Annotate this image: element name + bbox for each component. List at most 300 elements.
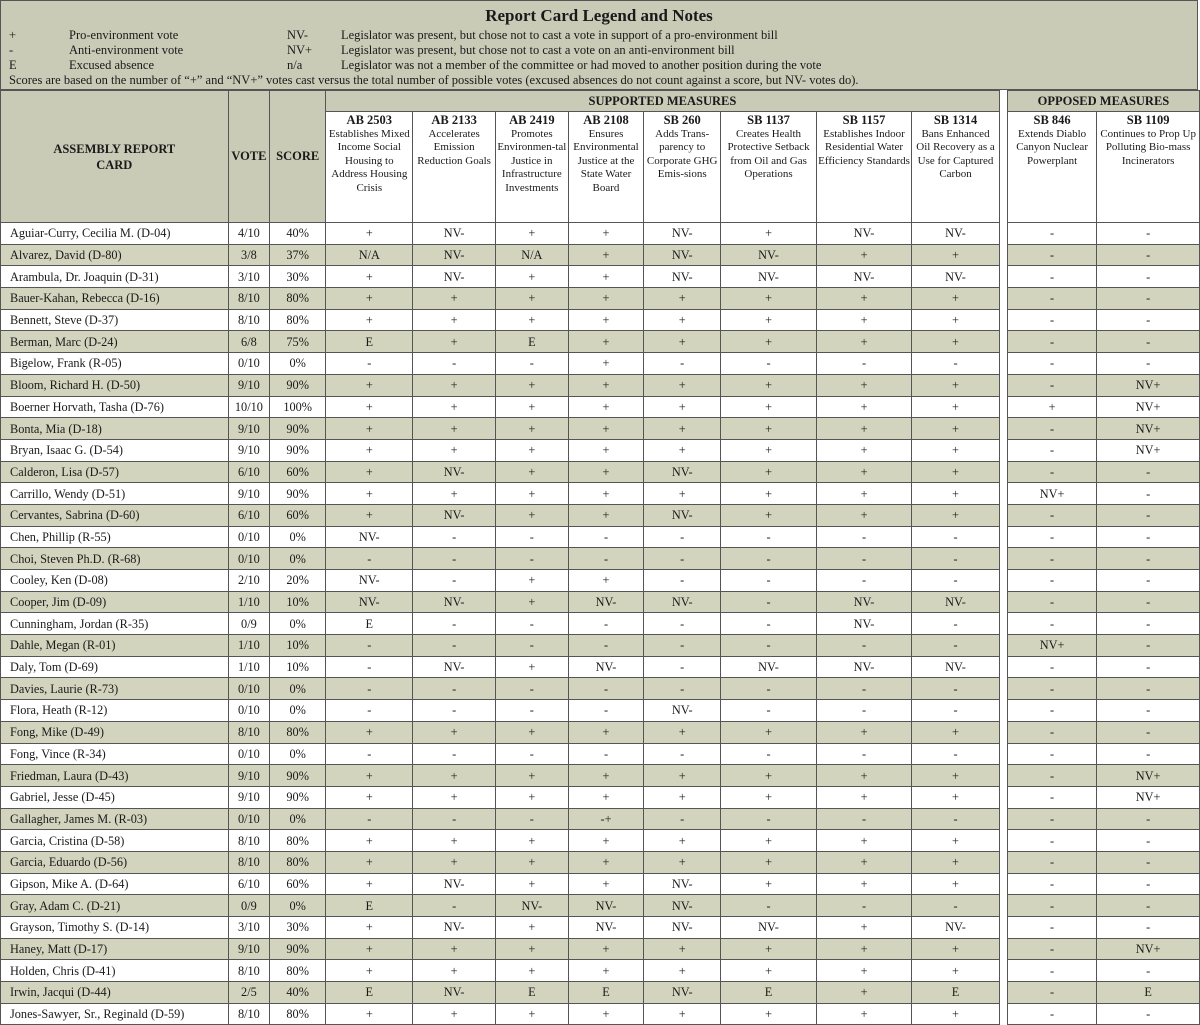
- vote-cell: -: [1097, 960, 1200, 982]
- vote-cell: +: [413, 288, 495, 310]
- vote-cell: NV-: [644, 591, 721, 613]
- bill-description: Continues to Prop Up Polluting Bio-mass Incinerators: [1100, 127, 1196, 167]
- vote-cell: +: [816, 461, 912, 483]
- vote-cell: +: [644, 396, 721, 418]
- vote-cell: +: [568, 396, 643, 418]
- table-row: [1, 461, 1200, 483]
- vote-cell: +: [912, 721, 999, 743]
- score: 80%: [270, 309, 326, 331]
- vote-cell: -: [568, 526, 643, 548]
- legislator-name: Grayson, Timothy S. (D-14): [1, 917, 229, 939]
- legislator-name: Bloom, Richard H. (D-50): [1, 374, 229, 396]
- vote-cell: +: [816, 374, 912, 396]
- vote-cell: +: [816, 982, 912, 1004]
- vote-cell: +: [326, 851, 413, 873]
- bill-header: [721, 112, 817, 223]
- vote-cell: +: [912, 374, 999, 396]
- column-gap: [999, 678, 1007, 700]
- vote-cell: -: [644, 678, 721, 700]
- legislator-name: Bonta, Mia (D-18): [1, 418, 229, 440]
- vote-cell: +: [413, 1003, 495, 1025]
- vote-cell: -: [413, 678, 495, 700]
- vote-cell: NV-: [816, 266, 912, 288]
- vote-cell: +: [644, 418, 721, 440]
- legislator-name: Berman, Marc (D-24): [1, 331, 229, 353]
- supported-header: SUPPORTED MEASURES: [326, 91, 1000, 112]
- vote-cell: NV-: [644, 266, 721, 288]
- vote-cell: NV-: [644, 504, 721, 526]
- vote-count: 0/10: [228, 700, 270, 722]
- score: 80%: [270, 1003, 326, 1025]
- vote-cell: +: [413, 938, 495, 960]
- bill-id: AB 2133: [431, 113, 477, 127]
- vote-cell: +: [326, 504, 413, 526]
- vote-count: 3/10: [228, 266, 270, 288]
- vote-cell: -: [1007, 917, 1096, 939]
- vote-cell: -: [326, 700, 413, 722]
- vote-cell: -: [1097, 288, 1200, 310]
- vote-cell: +: [568, 374, 643, 396]
- column-gap: [999, 570, 1007, 592]
- vote-cell: +: [912, 244, 999, 266]
- vote-cell: -: [1007, 982, 1096, 1004]
- vote-cell: +: [326, 374, 413, 396]
- vote-cell: +: [568, 288, 643, 310]
- column-gap: [999, 244, 1007, 266]
- vote-cell: +: [721, 830, 817, 852]
- vote-cell: +: [568, 504, 643, 526]
- vote-cell: +: [644, 1003, 721, 1025]
- legislator-name: Calderon, Lisa (D-57): [1, 461, 229, 483]
- vote-cell: +: [816, 418, 912, 440]
- vote-count: 0/9: [228, 895, 270, 917]
- vote-cell: +: [568, 439, 643, 461]
- vote-cell: -: [413, 743, 495, 765]
- legislator-name: Daly, Tom (D-69): [1, 656, 229, 678]
- vote-cell: +: [644, 938, 721, 960]
- vote-cell: -: [816, 700, 912, 722]
- vote-cell: -: [816, 353, 912, 375]
- vote-cell: +: [495, 656, 568, 678]
- legislator-name: Aguiar-Curry, Cecilia M. (D-04): [1, 223, 229, 245]
- legislator-name: Haney, Matt (D-17): [1, 938, 229, 960]
- table-row: [1, 678, 1200, 700]
- vote-count: 0/10: [228, 808, 270, 830]
- vote-cell: NV+: [1007, 635, 1096, 657]
- column-gap: [999, 483, 1007, 505]
- vote-cell: +: [644, 288, 721, 310]
- vote-cell: -: [816, 678, 912, 700]
- vote-cell: +: [413, 439, 495, 461]
- vote-cell: +: [816, 786, 912, 808]
- vote-cell: -: [1007, 374, 1096, 396]
- table-row: [1, 982, 1200, 1004]
- vote-cell: NV-: [413, 873, 495, 895]
- table-row: [1, 288, 1200, 310]
- vote-cell: +: [568, 223, 643, 245]
- vote-cell: NV+: [1097, 396, 1200, 418]
- vote-cell: +: [326, 873, 413, 895]
- vote-cell: +: [413, 418, 495, 440]
- vote-cell: +: [721, 331, 817, 353]
- vote-cell: +: [912, 288, 999, 310]
- vote-cell: +: [495, 938, 568, 960]
- vote-cell: +: [644, 309, 721, 331]
- legislator-name: Cunningham, Jordan (R-35): [1, 613, 229, 635]
- column-gap: [999, 851, 1007, 873]
- table-row: [1, 396, 1200, 418]
- legend-symbol: n/a: [287, 58, 303, 72]
- vote-cell: NV-: [413, 461, 495, 483]
- vote-cell: +: [326, 483, 413, 505]
- score: 90%: [270, 374, 326, 396]
- vote-cell: -: [1007, 570, 1096, 592]
- vote-cell: +: [912, 938, 999, 960]
- vote-cell: -: [1097, 548, 1200, 570]
- vote-cell: -: [816, 895, 912, 917]
- vote-cell: NV-: [413, 591, 495, 613]
- bill-header: [568, 112, 643, 223]
- vote-cell: +: [568, 938, 643, 960]
- vote-cell: +: [644, 960, 721, 982]
- score: 40%: [270, 223, 326, 245]
- vote-cell: -: [644, 656, 721, 678]
- vote-cell: -: [1007, 786, 1096, 808]
- table-row: [1, 830, 1200, 852]
- legislator-name: Gallagher, James M. (R-03): [1, 808, 229, 830]
- legislator-name: Carrillo, Wendy (D-51): [1, 483, 229, 505]
- report-card-table: [0, 90, 1200, 1025]
- vote-cell: +: [568, 244, 643, 266]
- vote-cell: +: [495, 570, 568, 592]
- legislator-name: Cervantes, Sabrina (D-60): [1, 504, 229, 526]
- legend-symbol: +: [9, 28, 17, 42]
- vote-cell: +: [816, 938, 912, 960]
- vote-cell: +: [912, 830, 999, 852]
- vote-cell: -: [1097, 1003, 1200, 1025]
- vote-cell: -: [816, 548, 912, 570]
- score: 100%: [270, 396, 326, 418]
- vote-cell: -: [721, 808, 817, 830]
- vote-cell: -: [495, 700, 568, 722]
- vote-cell: NV-: [644, 700, 721, 722]
- bill-description: Extends Diablo Canyon Nuclear Powerplant: [1016, 127, 1088, 167]
- column-gap: [999, 743, 1007, 765]
- bill-description: Promotes Environmen-tal Justice in Infrastructure Investments: [497, 127, 567, 194]
- column-gap: [999, 656, 1007, 678]
- column-gap: [999, 635, 1007, 657]
- vote-count: 9/10: [228, 418, 270, 440]
- column-gap: [999, 591, 1007, 613]
- column-gap: [999, 808, 1007, 830]
- legislator-name: Garcia, Eduardo (D-56): [1, 851, 229, 873]
- vote-cell: +: [413, 830, 495, 852]
- vote-cell: +: [912, 960, 999, 982]
- legislator-name: Friedman, Laura (D-43): [1, 765, 229, 787]
- vote-cell: +: [413, 960, 495, 982]
- vote-cell: NV-: [912, 591, 999, 613]
- score: 75%: [270, 331, 326, 353]
- score: 37%: [270, 244, 326, 266]
- vote-cell: +: [568, 830, 643, 852]
- score: 30%: [270, 917, 326, 939]
- bill-description: Ensures Environmental Justice at the State Water Board: [573, 127, 639, 194]
- vote-cell: -: [1097, 873, 1200, 895]
- vote-cell: -: [1097, 223, 1200, 245]
- vote-cell: -: [1097, 808, 1200, 830]
- vote-cell: +: [495, 830, 568, 852]
- vote-count: 8/10: [228, 721, 270, 743]
- column-gap: [999, 266, 1007, 288]
- score: 80%: [270, 960, 326, 982]
- vote-cell: -: [1007, 461, 1096, 483]
- vote-count: 0/10: [228, 743, 270, 765]
- bill-header: [1097, 112, 1200, 223]
- column-gap: [999, 309, 1007, 331]
- vote-cell: -: [1007, 765, 1096, 787]
- vote-cell: -: [912, 678, 999, 700]
- vote-cell: -: [912, 895, 999, 917]
- vote-cell: -: [644, 635, 721, 657]
- vote-cell: NV-: [568, 917, 643, 939]
- vote-cell: -: [1097, 895, 1200, 917]
- vote-cell: +: [816, 873, 912, 895]
- vote-cell: +: [568, 960, 643, 982]
- vote-cell: +: [326, 223, 413, 245]
- legislator-name: Bauer-Kahan, Rebecca (D-16): [1, 288, 229, 310]
- vote-cell: +: [644, 830, 721, 852]
- legend-meaning: Pro-environment vote: [69, 28, 179, 42]
- legislator-name: Cooley, Ken (D-08): [1, 570, 229, 592]
- vote-cell: -: [644, 548, 721, 570]
- legislator-name: Cooper, Jim (D-09): [1, 591, 229, 613]
- vote-cell: -: [721, 743, 817, 765]
- vote-cell: +: [721, 721, 817, 743]
- vote-cell: +: [326, 461, 413, 483]
- bill-header: [326, 112, 413, 223]
- legend-symbol: E: [9, 58, 17, 72]
- vote-cell: +: [721, 504, 817, 526]
- column-gap: [999, 418, 1007, 440]
- vote-cell: +: [568, 851, 643, 873]
- vote-cell: NV+: [1097, 938, 1200, 960]
- vote-cell: +: [721, 309, 817, 331]
- table-row: [1, 613, 1200, 635]
- vote-cell: NV-: [912, 223, 999, 245]
- vote-cell: -: [1097, 613, 1200, 635]
- vote-count: 6/8: [228, 331, 270, 353]
- vote-cell: +: [326, 721, 413, 743]
- legend-meaning: Legislator was present, but chose not to cast a vote in support of a pro-environment bill: [341, 28, 778, 42]
- vote-cell: -: [413, 548, 495, 570]
- vote-count: 2/10: [228, 570, 270, 592]
- vote-cell: -: [1007, 830, 1096, 852]
- vote-cell: NV-: [644, 895, 721, 917]
- column-gap: [999, 396, 1007, 418]
- vote-cell: +: [495, 721, 568, 743]
- legislator-name: Boerner Horvath, Tasha (D-76): [1, 396, 229, 418]
- vote-cell: +: [912, 483, 999, 505]
- vote-cell: +: [326, 1003, 413, 1025]
- table-row: [1, 765, 1200, 787]
- vote-cell: -: [721, 700, 817, 722]
- vote-cell: +: [568, 331, 643, 353]
- vote-cell: -: [912, 808, 999, 830]
- vote-cell: +: [495, 591, 568, 613]
- score: 40%: [270, 982, 326, 1004]
- vote-cell: NV-: [568, 591, 643, 613]
- vote-cell: +: [912, 765, 999, 787]
- vote-cell: +: [816, 917, 912, 939]
- vote-cell: -: [413, 808, 495, 830]
- vote-cell: +: [912, 309, 999, 331]
- vote-count: 3/10: [228, 917, 270, 939]
- table-row: [1, 786, 1200, 808]
- vote-cell: -: [912, 526, 999, 548]
- column-gap: [999, 917, 1007, 939]
- vote-cell: +: [413, 721, 495, 743]
- vote-cell: NV-: [568, 895, 643, 917]
- vote-cell: +: [644, 786, 721, 808]
- vote-cell: NV+: [1097, 786, 1200, 808]
- vote-cell: -: [326, 743, 413, 765]
- column-gap: [999, 721, 1007, 743]
- vote-cell: -: [495, 526, 568, 548]
- column-gap: [999, 830, 1007, 852]
- vote-cell: -: [1097, 504, 1200, 526]
- vote-cell: +: [568, 461, 643, 483]
- vote-cell: NV-: [816, 223, 912, 245]
- vote-cell: -: [568, 613, 643, 635]
- table-row: [1, 960, 1200, 982]
- vote-cell: +: [721, 786, 817, 808]
- vote-cell: +: [495, 1003, 568, 1025]
- vote-cell: +: [495, 309, 568, 331]
- column-gap: [999, 613, 1007, 635]
- legislator-name: Gray, Adam C. (D-21): [1, 895, 229, 917]
- vote-cell: E: [568, 982, 643, 1004]
- opposed-header: OPPOSED MEASURES: [1007, 91, 1199, 112]
- vote-cell: NV-: [721, 266, 817, 288]
- column-gap: [999, 895, 1007, 917]
- bill-description: Establishes Mixed Income Social Housing to Address Housing Crisis: [328, 127, 410, 194]
- vote-cell: -+: [568, 808, 643, 830]
- table-row: [1, 439, 1200, 461]
- legislator-name: Irwin, Jacqui (D-44): [1, 982, 229, 1004]
- table-row: [1, 743, 1200, 765]
- legislator-name: Gabriel, Jesse (D-45): [1, 786, 229, 808]
- vote-cell: -: [644, 613, 721, 635]
- vote-cell: NV-: [413, 244, 495, 266]
- vote-cell: +: [413, 374, 495, 396]
- vote-cell: -: [1097, 851, 1200, 873]
- vote-cell: -: [413, 635, 495, 657]
- vote-cell: +: [413, 309, 495, 331]
- vote-cell: -: [495, 808, 568, 830]
- vote-cell: NV-: [413, 504, 495, 526]
- vote-cell: +: [326, 830, 413, 852]
- vote-cell: -: [1007, 526, 1096, 548]
- score-header: SCORE: [270, 91, 326, 223]
- bill-header: [644, 112, 721, 223]
- score: 0%: [270, 353, 326, 375]
- vote-cell: -: [1097, 656, 1200, 678]
- table-row: [1, 721, 1200, 743]
- vote-cell: +: [495, 765, 568, 787]
- vote-cell: -: [1007, 678, 1096, 700]
- legislator-name: Jones-Sawyer, Sr., Reginald (D-59): [1, 1003, 229, 1025]
- vote-cell: -: [1007, 851, 1096, 873]
- score: 80%: [270, 721, 326, 743]
- vote-count: 0/10: [228, 678, 270, 700]
- vote-cell: +: [912, 461, 999, 483]
- vote-cell: NV-: [644, 244, 721, 266]
- score: 20%: [270, 570, 326, 592]
- vote-cell: -: [1007, 591, 1096, 613]
- vote-cell: +: [644, 483, 721, 505]
- column-gap: [999, 223, 1007, 245]
- vote-cell: -: [326, 353, 413, 375]
- table-row: [1, 526, 1200, 548]
- vote-cell: +: [816, 1003, 912, 1025]
- vote-cell: NV-: [326, 570, 413, 592]
- vote-cell: +: [495, 439, 568, 461]
- vote-cell: E: [495, 982, 568, 1004]
- vote-cell: +: [326, 288, 413, 310]
- vote-cell: +: [816, 504, 912, 526]
- vote-cell: E: [495, 331, 568, 353]
- vote-cell: +: [816, 331, 912, 353]
- legislator-name: Flora, Heath (R-12): [1, 700, 229, 722]
- bill-id: AB 2503: [346, 113, 393, 127]
- vote-count: 0/10: [228, 353, 270, 375]
- vote-cell: -: [1007, 721, 1096, 743]
- vote-cell: E: [326, 613, 413, 635]
- vote-cell: -: [413, 613, 495, 635]
- table-row: [1, 873, 1200, 895]
- vote-count: 9/10: [228, 374, 270, 396]
- score: 90%: [270, 418, 326, 440]
- vote-cell: +: [413, 765, 495, 787]
- vote-cell: +: [568, 873, 643, 895]
- bill-id: SB 846: [1033, 113, 1071, 127]
- vote-cell: -: [721, 570, 817, 592]
- bill-header: [413, 112, 495, 223]
- vote-cell: E: [326, 895, 413, 917]
- vote-cell: NV+: [1007, 483, 1096, 505]
- column-gap: [999, 91, 1007, 223]
- vote-cell: +: [495, 266, 568, 288]
- vote-cell: -: [1007, 309, 1096, 331]
- scores-note: Scores are based on the number of “+” and “NV+” votes cast versus the total number of possible votes (excused absences do not count against a score, but NV- votes do).: [9, 73, 859, 87]
- legend-meaning: Legislator was not a member of the committee or had moved to another position during the vote: [341, 58, 822, 72]
- vote-cell: NV-: [326, 591, 413, 613]
- vote-cell: -: [1007, 938, 1096, 960]
- vote-cell: NV-: [413, 266, 495, 288]
- vote-cell: -: [1007, 504, 1096, 526]
- vote-cell: -: [1097, 526, 1200, 548]
- bill-description: Establishes Indoor Residential Water Efficiency Standards: [818, 127, 910, 167]
- vote-cell: -: [1097, 678, 1200, 700]
- table-title: ASSEMBLY REPORT CARD: [53, 141, 176, 172]
- table-row: [1, 591, 1200, 613]
- column-gap: [999, 374, 1007, 396]
- table-row: [1, 1003, 1200, 1025]
- vote-cell: +: [568, 721, 643, 743]
- vote-cell: -: [1007, 613, 1096, 635]
- score: 80%: [270, 830, 326, 852]
- column-gap: [999, 786, 1007, 808]
